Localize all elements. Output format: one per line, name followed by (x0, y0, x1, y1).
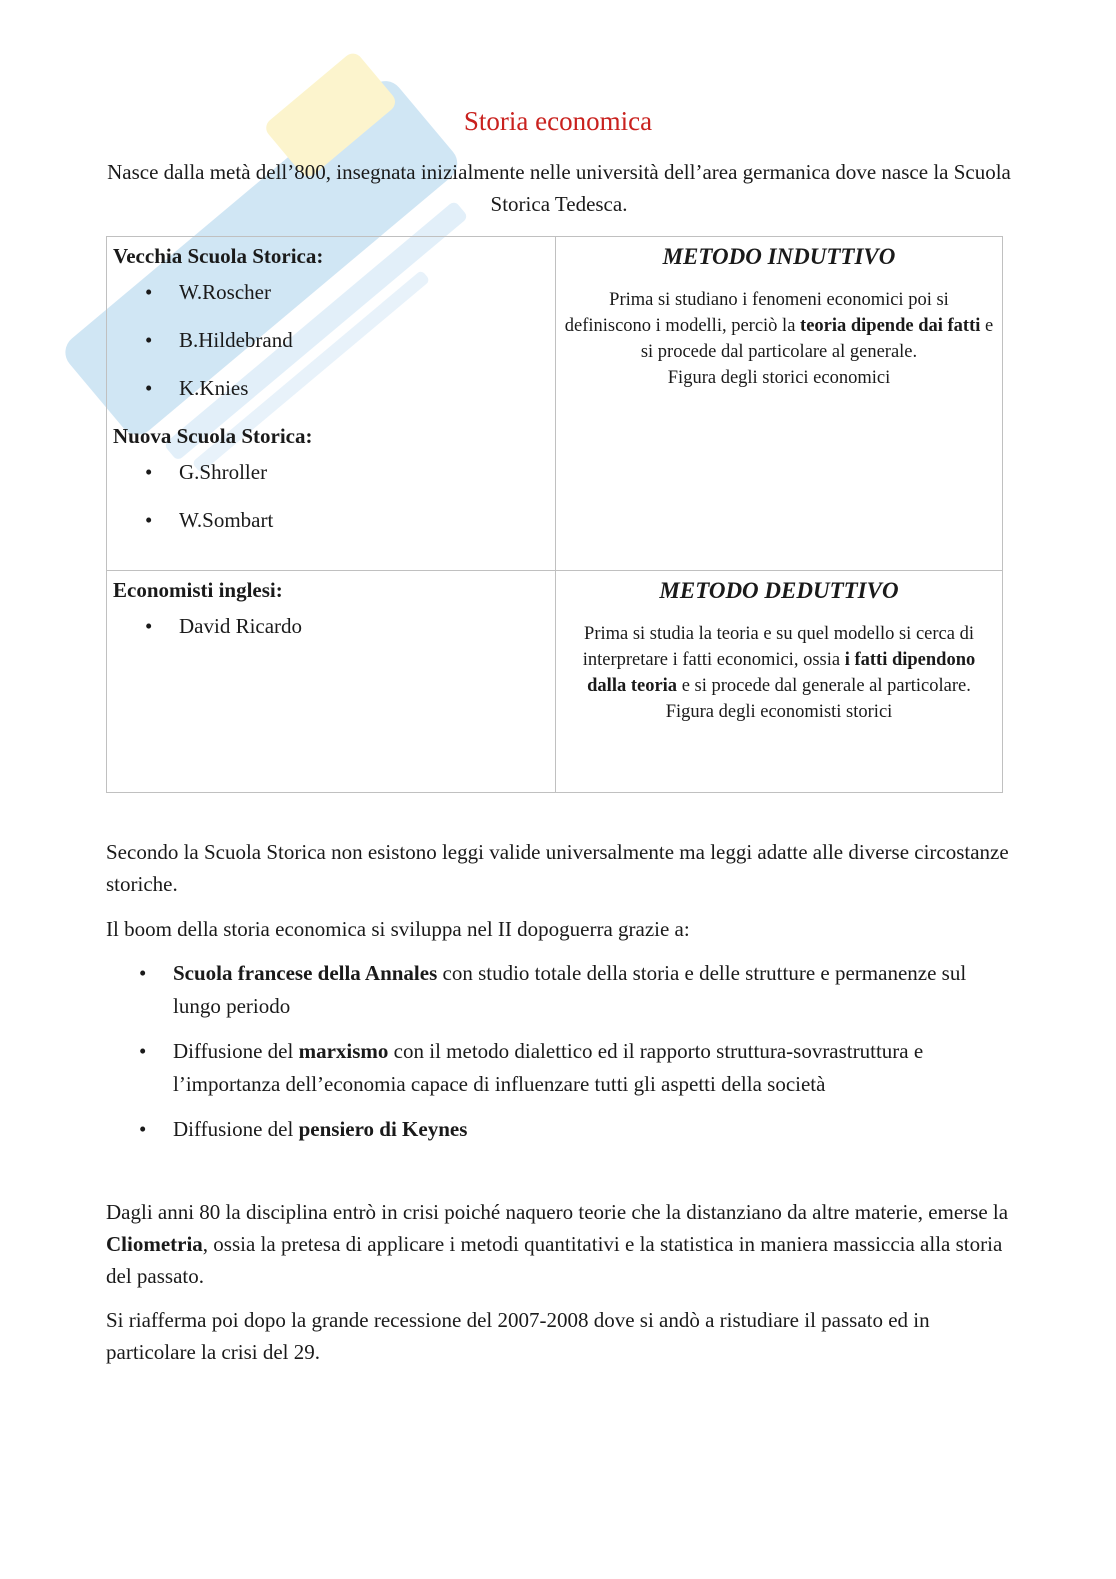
paragraph-text: , ossia la pretesa di applicare i metodi quantitativi e la statistica in maniera massiccia alla storia del passato. (106, 1232, 1003, 1288)
intro-paragraph: Nasce dalla metà dell’800, insegnata inizialmente nelle università dell’area germanica dove nasce la Scuola Storica Tedesca. (107, 160, 1011, 216)
list-item: • W.Roscher (113, 279, 549, 305)
paragraph-recessione: Si riafferma poi dopo la grande recessione del 2007-2008 dove si andò a ristudiare il passato ed in particolare la crisi del 29. (106, 1308, 930, 1364)
method-text-part: Prima si studia la teoria e su quel modello si cerca di interpretare i fatti economici, ossia (582, 624, 974, 670)
method-text-part: e si procede dal particolare al generale. (640, 316, 994, 362)
bullet-text: Diffusione del (173, 1039, 299, 1063)
list-item (106, 1113, 976, 1146)
bullet-bold: Scuola francese della Annales (173, 961, 438, 985)
list-item (106, 1035, 976, 1101)
bullet-list (106, 957, 976, 1158)
paragraph-text: Dagli anni 80 la disciplina entrò in crisi poiché naquero teorie che la distanziano da altre materie, emerse la (106, 1200, 1009, 1224)
methods-table (106, 236, 1003, 793)
list-item (106, 957, 976, 1023)
list-item: • G.Shroller (113, 459, 549, 485)
method-figure-note: Figura degli storici economici (667, 368, 891, 388)
method-figure-note: Figura degli economisti storici (665, 702, 893, 722)
bullet-text: con studio totale della storia e delle strutture e permanenze sul lungo periodo (173, 961, 967, 1018)
method-text-part: e si procede dal generale al particolare. (677, 676, 971, 696)
name-list (113, 613, 549, 639)
schools-cell (107, 571, 556, 793)
table-row (107, 571, 1003, 793)
list-item: • David Ricardo (113, 613, 549, 639)
name-list (113, 279, 549, 401)
paragraph-boom: Il boom della storia economica si sviluppa nel II dopoguerra grazie a: (106, 917, 690, 941)
method-text-part: Prima si studiano i fenomeni economici poi si definiscono i modelli, perciò la (564, 290, 949, 336)
paragraph-bold: Cliometria (106, 1232, 203, 1256)
method-text-bold: i fatti dipendono dalla teoria (587, 650, 976, 696)
paragraph-scuola-storica: Secondo la Scuola Storica non esistono leggi valide universalmente ma leggi adatte alle diverse circostanze storiche. (106, 840, 1009, 896)
method-description (556, 287, 1002, 391)
group-heading: Vecchia Scuola Storica: (113, 244, 324, 268)
bullet-text: Diffusione del (173, 1117, 299, 1141)
page-title: Storia economica (463, 106, 653, 136)
bullet-bold: pensiero di Keynes (298, 1117, 468, 1141)
list-item: • B.Hildebrand (113, 327, 549, 353)
method-title: METODO INDUTTIVO (662, 244, 896, 269)
bullet-text: con il metodo dialettico ed il rapporto struttura-sovrastruttura e l’importanza dell’economia capace di influenzare tutti gli aspetti della società (173, 1039, 924, 1096)
group-heading: Nuova Scuola Storica: (113, 424, 313, 448)
table-row (107, 237, 1003, 571)
paragraph-cliometria (106, 1196, 1011, 1292)
name-list (113, 459, 549, 533)
method-cell (556, 237, 1003, 571)
method-cell (556, 571, 1003, 793)
method-description (556, 621, 1002, 725)
group-heading: Economisti inglesi: (113, 578, 283, 602)
method-text-bold: teoria dipende dai fatti (800, 316, 981, 336)
list-item: • K.Knies (113, 375, 549, 401)
schools-cell (107, 237, 556, 571)
list-item: • W.Sombart (113, 507, 549, 533)
method-title: METODO DEDUTTIVO (659, 578, 899, 603)
bullet-bold: marxismo (298, 1039, 389, 1063)
